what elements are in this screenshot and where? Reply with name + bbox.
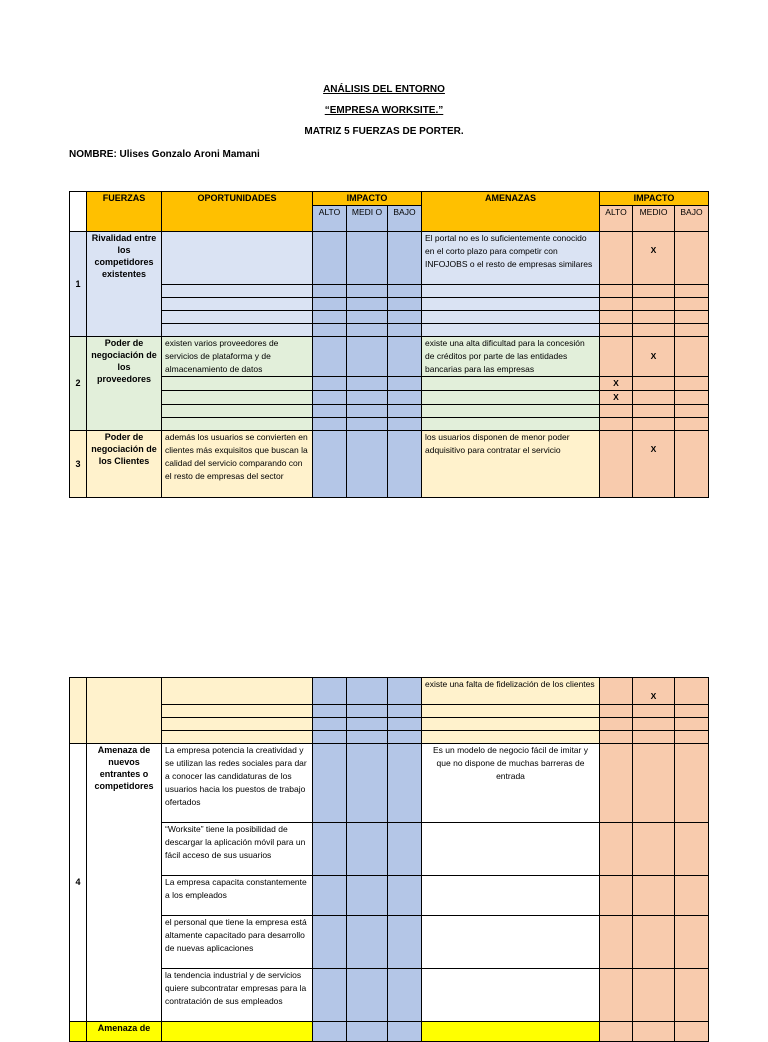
impact-cell [600,232,633,285]
impact-cell [388,324,422,337]
impact-cell [633,1022,675,1042]
impact-cell [600,678,633,705]
header-impacto-amenazas: IMPACTO [600,192,709,206]
porter-matrix-table-1 [69,191,709,498]
opportunity-cell [162,718,313,731]
opportunity-cell [162,705,313,718]
impact-cell [388,337,422,377]
impact-cell [313,377,347,391]
impact-cell [675,298,709,311]
impact-cell [347,324,388,337]
opportunity-cell [162,391,313,405]
impact-cell [388,731,422,744]
impact-cell [347,731,388,744]
threat-cell [422,285,600,298]
title-empresa: “EMPRESA WORKSITE.” [324,105,444,116]
threat-cell [422,418,600,431]
impact-cell [633,705,675,718]
impact-cell [388,431,422,498]
opportunity-cell [162,324,313,337]
threat-cell [422,876,600,916]
impact-cell [600,431,633,498]
impact-mark: X [633,431,675,498]
impact-cell [675,718,709,731]
impact-cell [675,391,709,405]
force-number: 2 [70,337,87,431]
impact-cell [347,823,388,876]
impact-cell [675,678,709,705]
impact-cell [388,678,422,705]
impact-cell [313,718,347,731]
threat-cell [422,311,600,324]
threat-cell [422,731,600,744]
impact-cell [347,705,388,718]
opportunity-cell: existen varios proveedores de servicios de plataforma y de almacenamiento de datos [162,337,313,377]
force-name-cont [87,678,162,744]
impact-cell [675,916,709,969]
impact-cell [675,418,709,431]
impact-cell [313,298,347,311]
impact-cell [600,705,633,718]
force-number-cont [70,678,87,744]
impact-cell [313,405,347,418]
title-matriz: MATRIZ 5 FUERZAS DE PORTER. [304,126,464,137]
impact-cell [675,876,709,916]
threat-cell [422,705,600,718]
opportunity-cell [162,285,313,298]
impact-cell [388,298,422,311]
impact-cell [633,298,675,311]
impact-cell [675,731,709,744]
impact-mark: X [633,232,675,285]
impact-cell [600,418,633,431]
impact-cell [388,916,422,969]
impact-cell [313,431,347,498]
impact-cell [347,377,388,391]
impact-cell [600,731,633,744]
impact-cell [633,391,675,405]
opportunity-cell [162,311,313,324]
threat-cell: Es un modelo de negocio fácil de imitar y que no dispone de muchas barreras de entrada [422,744,600,823]
impact-cell [600,405,633,418]
threat-cell: existe una alta dificultad para la concesión de créditos por parte de las entidades bancarias para las empresas [422,337,600,377]
threat-cell [422,718,600,731]
impact-cell [313,916,347,969]
impact-cell [347,876,388,916]
force-number: 4 [70,744,87,1022]
impact-cell [313,232,347,285]
author-name: NOMBRE: Ulises Gonzalo Aroni Mamani [69,149,260,160]
impact-cell [388,744,422,823]
impact-cell [388,391,422,405]
header-oportunidades: OPORTUNIDADES [162,192,313,232]
force-number [70,1022,87,1042]
header-amenazas: AMENAZAS [422,192,600,232]
opportunity-cell [162,377,313,391]
impact-cell [313,324,347,337]
force-name: Poder de negociación de los proveedores [87,337,162,431]
impact-cell [313,418,347,431]
impact-cell [347,718,388,731]
impact-cell [347,418,388,431]
impact-cell [347,1022,388,1042]
threat-cell [422,405,600,418]
impact-cell [388,311,422,324]
impact-cell [313,744,347,823]
header-blank [70,192,87,232]
impact-cell [675,705,709,718]
impact-cell [388,705,422,718]
impact-cell [313,876,347,916]
impact-cell [347,405,388,418]
threat-cell: existe una falta de fidelización de los clientes [422,678,600,705]
impact-cell [313,731,347,744]
opportunity-cell: el personal que tiene la empresa está altamente capacitado para desarrollo de nuevas aplicaciones [162,916,313,969]
impact-cell [313,311,347,324]
impact-cell [388,969,422,1022]
impact-cell [347,916,388,969]
impact-cell [313,705,347,718]
impact-cell [600,298,633,311]
impact-cell [675,405,709,418]
impact-cell [675,337,709,377]
impact-cell [675,431,709,498]
impact-cell [347,678,388,705]
impact-cell [388,1022,422,1042]
impact-cell [633,285,675,298]
impact-cell [675,969,709,1022]
impact-cell [600,1022,633,1042]
impact-mark: X [633,337,675,377]
impact-cell [347,391,388,405]
impact-cell [675,324,709,337]
opportunity-cell [162,298,313,311]
header-alto: ALTO [313,206,347,232]
threat-cell [422,823,600,876]
impact-cell [313,285,347,298]
opportunity-cell [162,405,313,418]
title-analisis: ANÁLISIS DEL ENTORNO [323,84,445,95]
impact-cell [600,823,633,876]
impact-cell [313,969,347,1022]
force-name: Amenaza de [87,1022,162,1042]
impact-cell [675,823,709,876]
opportunity-cell [162,418,313,431]
opportunity-cell: La empresa capacita constantemente a los empleados [162,876,313,916]
impact-mark: X [600,377,633,391]
impact-cell [313,337,347,377]
impact-cell [347,969,388,1022]
impact-mark: X [633,678,675,705]
impact-cell [388,405,422,418]
force-name: Amenaza de nuevos entrantes o competidores [87,744,162,1022]
threat-cell [422,391,600,405]
impact-cell [388,876,422,916]
header-fuerzas: FUERZAS [87,192,162,232]
threat-cell [422,1022,600,1042]
opportunity-cell: La empresa potencia la creatividad y se utilizan las redes sociales para dar a conocer las candidaturas de los usuarios hacia los puestos de trabajo ofertados [162,744,313,823]
impact-cell [347,431,388,498]
impact-cell [347,298,388,311]
porter-matrix-table-2 [69,677,709,1042]
opportunity-cell [162,232,313,285]
impact-cell [347,744,388,823]
impact-cell [600,876,633,916]
impact-cell [633,718,675,731]
force-number: 3 [70,431,87,498]
impact-cell [347,285,388,298]
impact-cell [633,418,675,431]
impact-cell [633,969,675,1022]
header-impacto-oportunidades: IMPACTO [313,192,422,206]
impact-cell [313,1022,347,1042]
impact-cell [388,418,422,431]
impact-cell [600,337,633,377]
impact-cell [633,823,675,876]
impact-cell [388,823,422,876]
impact-cell [388,232,422,285]
impact-cell [633,377,675,391]
impact-cell [633,324,675,337]
impact-cell [675,232,709,285]
opportunity-cell [162,1022,313,1042]
impact-cell [633,731,675,744]
impact-cell [313,678,347,705]
impact-cell [675,311,709,324]
impact-cell [600,916,633,969]
impact-cell [633,311,675,324]
impact-cell [633,405,675,418]
threat-cell [422,298,600,311]
header-medio: MEDI O [347,206,388,232]
threat-cell [422,969,600,1022]
threat-cell: los usuarios disponen de menor poder adquisitivo para contratar el servicio [422,431,600,498]
impact-cell [388,377,422,391]
impact-cell [600,285,633,298]
opportunity-cell: la tendencia industrial y de servicios quiere subcontratar empresas para la contratación de sus empleados [162,969,313,1022]
impact-cell [633,916,675,969]
force-name: Rivalidad entre los competidores existentes [87,232,162,337]
opportunity-cell: “Worksite” tiene la posibilidad de descargar la aplicación móvil para un fácil acceso de sus usuarios [162,823,313,876]
impact-cell [600,311,633,324]
threat-cell: El portal no es lo suficientemente conocido en el corto plazo para competir con INFOJOBS o el resto de empresas similares [422,232,600,285]
impact-cell [388,718,422,731]
header-bajo: BAJO [388,206,422,232]
threat-cell [422,377,600,391]
threat-cell [422,916,600,969]
impact-cell [600,744,633,823]
opportunity-cell [162,678,313,705]
force-name: Poder de negociación de los Clientes [87,431,162,498]
threat-cell [422,324,600,337]
impact-mark: X [600,391,633,405]
impact-cell [313,823,347,876]
impact-cell [600,324,633,337]
impact-cell [600,718,633,731]
opportunity-cell [162,731,313,744]
impact-cell [347,337,388,377]
header-bajo: BAJO [675,206,709,232]
header-medio: MEDIO [633,206,675,232]
impact-cell [347,311,388,324]
impact-cell [675,1022,709,1042]
opportunity-cell: además los usuarios se convierten en clientes más exquisitos que buscan la calidad del servicio comparando con el resto de empresas del sector [162,431,313,498]
impact-cell [633,744,675,823]
impact-cell [388,285,422,298]
impact-cell [633,876,675,916]
force-number: 1 [70,232,87,337]
impact-cell [313,391,347,405]
impact-cell [347,232,388,285]
impact-cell [675,377,709,391]
impact-cell [675,285,709,298]
impact-cell [675,744,709,823]
header-alto: ALTO [600,206,633,232]
impact-cell [600,969,633,1022]
